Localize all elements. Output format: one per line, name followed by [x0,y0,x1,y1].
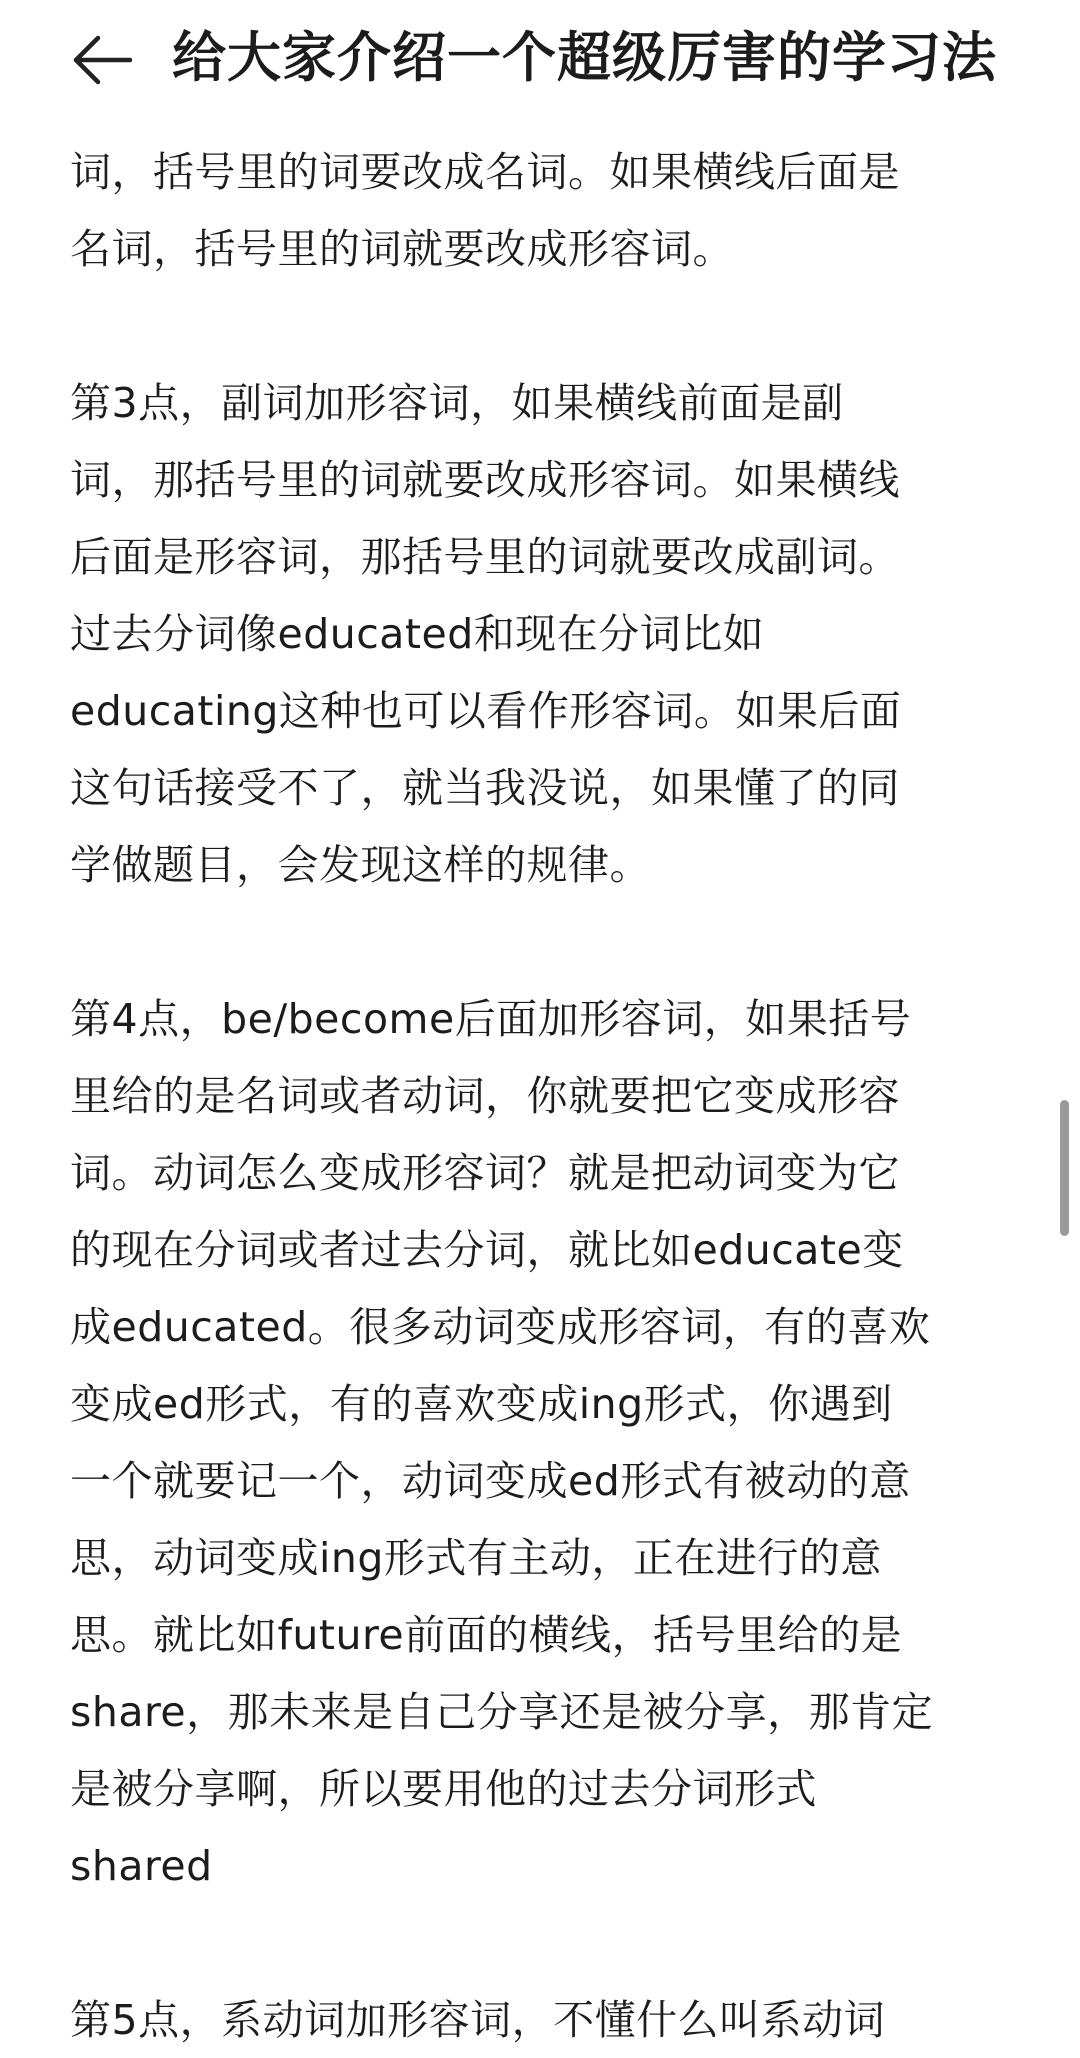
text-line: 里给的是名词或者动词，你就要把它变成形容 [70,1072,900,1120]
text-line: educating这种也可以看作形容词。如果后面 [70,687,902,735]
text-line: 第5点，系动词加形容词，不懂什么叫系动词 [70,1996,886,2044]
article-body[interactable] [70,134,1020,2058]
text-line: 第4点，be/become后面加形容词，如果括号 [70,995,912,1043]
paragraph [70,134,1020,288]
text-line: 变成ed形式，有的喜欢变成ing形式，你遇到 [70,1380,893,1428]
text-line: 思。就比如future前面的横线，括号里给的是 [70,1611,903,1659]
text-line: shared [70,1842,213,1890]
text-line: 词，括号里的词要改成名词。如果横线后面是 [70,148,900,196]
text-line: 是被分享啊，所以要用他的过去分词形式 [70,1765,817,1813]
text-line: 一个就要记一个，动词变成ed形式有被动的意 [70,1457,911,1505]
paragraph [70,981,1020,1905]
text-line: share，那未来是自己分享还是被分享，那肯定 [70,1688,934,1736]
paragraph [70,365,1020,904]
page-title: 给大家介绍一个超级厉害的学习法 [172,26,997,89]
text-line: 第3点，副词加形容词，如果横线前面是副 [70,379,844,427]
text-line: 学做题目，会发现这样的规律。 [70,841,651,889]
top-bar [0,0,1080,118]
text-line: 词。动词怎么变成形容词？就是把动词变为它 [70,1149,900,1197]
text-line: 的现在分词或者过去分词，就比如educate变 [70,1226,904,1274]
back-button[interactable] [70,28,134,92]
arrow-left-icon [72,35,132,85]
text-line: 名词，括号里的词就要改成形容词。 [70,225,734,273]
scrollbar-thumb[interactable] [1060,1100,1069,1236]
text-line: 过去分词像educated和现在分词比如 [70,610,765,658]
paragraph [70,1982,1020,2058]
text-line: 词，那括号里的词就要改成形容词。如果横线 [70,456,900,504]
text-line: 成educated。很多动词变成形容词，有的喜欢 [70,1303,931,1351]
text-line: 后面是形容词，那括号里的词就要改成副词。 [70,533,900,581]
text-line: 思，动词变成ing形式有主动，正在进行的意 [70,1534,882,1582]
text-line: 这句话接受不了，就当我没说，如果懂了的同 [70,764,900,812]
